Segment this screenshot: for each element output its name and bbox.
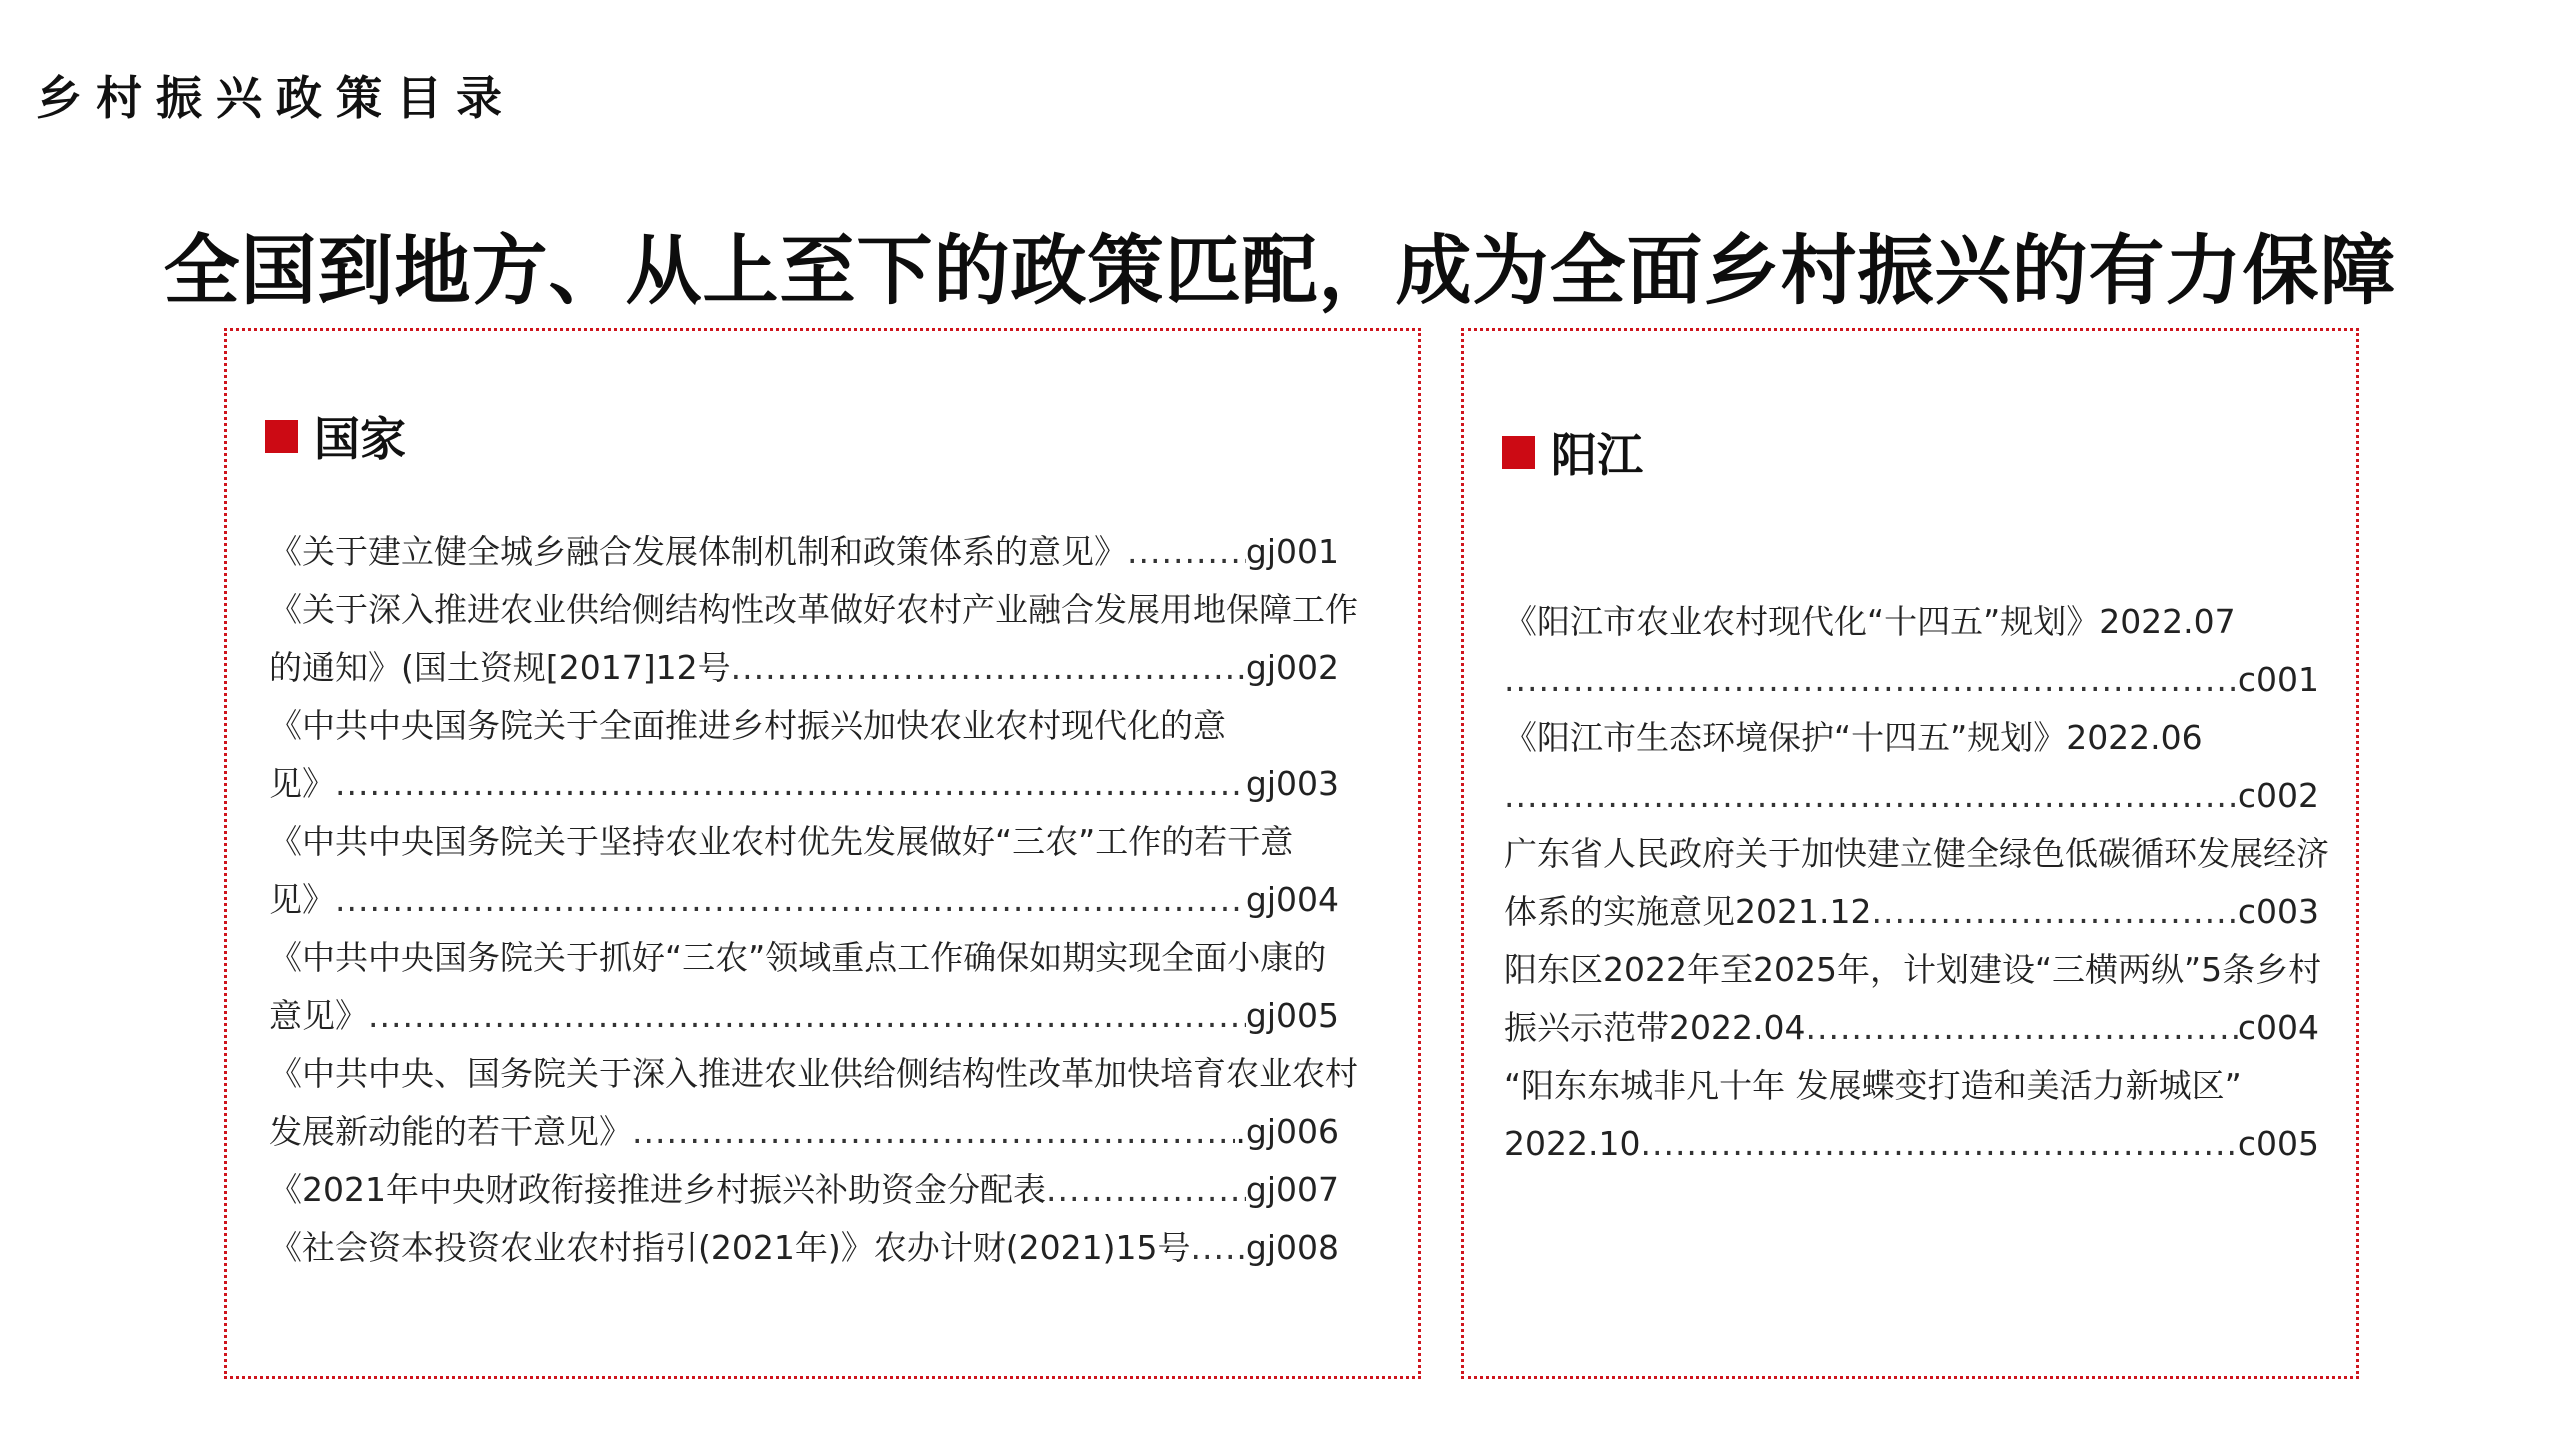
policy-entry [1504,593,2319,709]
policy-entry-line [269,987,1339,1045]
policy-entry-line [269,581,1358,639]
dot-leader [1871,883,2237,941]
policy-entry-text: 的通知》(国土资规[2017]12号 [269,648,731,687]
national-policy-panel [224,328,1421,1379]
policy-entry-text: 体系的实施意见2021.12 [1504,892,1872,931]
policy-entry-line [269,813,1339,871]
dot-leader [1046,1161,1246,1219]
dot-leader [1504,651,2238,709]
policy-entry [269,813,1339,929]
policy-entry-text: 《中共中央、国务院关于深入推进农业供给侧结构性改革加快培育农业农村 [269,1054,1358,1093]
policy-entry-line [1504,941,2322,999]
policy-entry-line [269,523,1339,581]
policy-entry [269,929,1339,1045]
policy-entry-line [269,1103,1339,1161]
dot-leader [1640,1115,2237,1173]
policy-entry [1504,941,2322,1057]
dot-leader [335,755,1246,813]
policy-entry-line [1504,593,2319,651]
policy-code: gj003 [1245,764,1339,803]
policy-entry-text: 《中共中央国务院关于坚持农业农村优先发展做好“三农”工作的若干意 [269,822,1294,861]
dot-leader [1127,523,1246,581]
policy-entry-text: 《阳江市生态环境保护“十四五”规划》2022.06 [1504,718,2203,757]
policy-entry-line [269,755,1339,813]
policy-entry-text: 发展新动能的若干意见》 [269,1112,632,1151]
policy-entry-line [1504,767,2319,825]
yangjiang-section-heading [1502,419,1643,485]
policy-entry-line [269,929,1339,987]
policy-code: gj005 [1245,996,1339,1035]
policy-entry [1504,1057,2319,1173]
policy-entry [269,697,1339,813]
policy-code: c001 [2237,660,2319,699]
national-section-title: 国家 [314,412,406,466]
policy-code: gj004 [1245,880,1339,919]
policy-entry-text: 《关于深入推进农业供给侧结构性改革做好农村产业融合发展用地保障工作 [269,590,1358,629]
policy-code: c003 [2237,892,2319,931]
policy-entry-text: 广东省人民政府关于加快建立健全绿色低碳循环发展经济 [1504,834,2329,873]
policy-entry-line [269,639,1339,697]
policy-entry-line [1504,651,2319,709]
policy-entry-text: 《阳江市农业农村现代化“十四五”规划》2022.07 [1504,602,2236,641]
policy-entry-line [1504,883,2319,941]
policy-entry-line [269,1045,1358,1103]
policy-code: c004 [2237,1008,2319,1047]
yangjiang-entries [1504,593,2329,1173]
policy-entry [1504,709,2319,825]
policy-code: gj002 [1245,648,1339,687]
policy-entry-text: 见》 [269,880,335,919]
dot-leader [1805,999,2237,1057]
policy-entry-line [1504,709,2319,767]
policy-entry [269,1219,1339,1277]
policy-entry [269,523,1339,581]
red-square-icon [265,420,298,453]
policy-code: gj001 [1245,532,1339,571]
policy-entry-line [269,1219,1339,1277]
policy-entry-text: 振兴示范带2022.04 [1504,1008,1806,1047]
policy-entry [269,581,1358,697]
policy-entry-text: 《中共中央国务院关于全面推进乡村振兴加快农业农村现代化的意 [269,706,1226,745]
policy-entry-text: 意见》 [269,996,368,1035]
policy-entry-text: 《社会资本投资农业农村指引(2021年)》农办计财(2021)15号 [269,1228,1191,1267]
dot-leader [1504,767,2238,825]
policy-code: c005 [2237,1124,2319,1163]
headline: 全国到地方、从上至下的政策匹配，成为全面乡村振兴的有力保障 [163,226,2397,315]
yangjiang-section-title: 阳江 [1551,428,1643,482]
policy-entry-text: “阳东东城非凡十年 发展蝶变打造和美活力新城区” [1504,1066,2242,1105]
policy-code: gj007 [1245,1170,1339,1209]
policy-entry-text: 阳东区2022年至2025年，计划建设“三横两纵”5条乡村 [1504,950,2322,989]
policy-entry [269,1161,1339,1219]
policy-entry [1504,825,2329,941]
policy-entry-text: 《关于建立健全城乡融合发展体制机制和政策体系的意见》 [269,532,1127,571]
yangjiang-policy-panel [1461,328,2359,1379]
dot-leader [632,1103,1235,1161]
policy-code: .gj006 [1235,1112,1339,1151]
policy-entry-text: 《中共中央国务院关于抓好“三农”领域重点工作确保如期实现全面小康的 [269,938,1327,977]
policy-entry-text: 见》 [269,764,335,803]
policy-entry-line [1504,825,2329,883]
dot-leader [1190,1219,1245,1277]
policy-entry-line [269,697,1339,755]
policy-code: gj008 [1245,1228,1339,1267]
policy-entry-line [1504,1057,2319,1115]
page-header: 乡村振兴政策目录 [36,71,516,125]
dot-leader [368,987,1246,1045]
policy-entry-line [269,1161,1339,1219]
national-section-heading [265,403,406,469]
policy-entry-line [269,871,1339,929]
policy-entry [269,1045,1358,1161]
policy-code: c002 [2237,776,2319,815]
policy-entry-text: 2022.10 [1504,1124,1641,1163]
policy-entry-line [1504,999,2319,1057]
policy-entry-text: 《2021年中央财政衔接推进乡村振兴补助资金分配表 [269,1170,1046,1209]
dot-leader [731,639,1246,697]
dot-leader [335,871,1246,929]
red-square-icon [1502,436,1535,469]
policy-entry-line [1504,1115,2319,1173]
national-entries [269,523,1358,1277]
